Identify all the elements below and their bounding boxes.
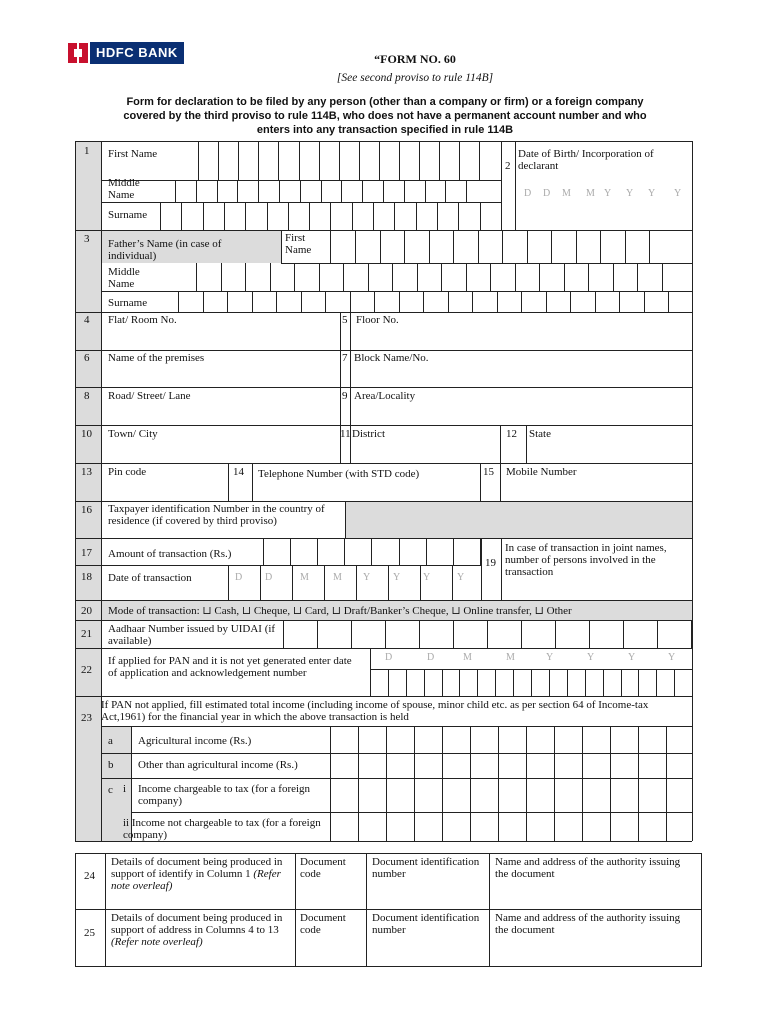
input-cell-divider — [637, 263, 638, 291]
input-cell-divider — [355, 230, 356, 263]
field-number: 4 — [84, 314, 90, 326]
input-cell-divider — [458, 202, 459, 230]
input-cell-divider — [589, 620, 590, 648]
authority-label: Name and address of the authority issuing the document — [495, 912, 681, 936]
form-description: Form for declaration to be filed by any person (other than a company or firm) or a foreign company covered by the third proviso to rule 114B, who does not have a permanent account number and who enters into any transaction specified in rule 114B — [123, 96, 647, 136]
chargeable-income-label: Income chargeable to tax (for a foreign company) — [138, 783, 311, 807]
joint-persons-label: In case of transaction in joint names, number of persons involved in the transaction — [505, 542, 667, 578]
input-cell-divider — [662, 263, 663, 291]
input-cell-divider — [330, 202, 331, 230]
input-cell-divider — [351, 620, 352, 648]
input-cell-divider — [196, 263, 197, 291]
input-cell-divider — [466, 263, 467, 291]
field-number: 13 — [81, 466, 92, 478]
input-cell-divider — [495, 669, 496, 696]
date-placeholder: D — [427, 652, 435, 663]
input-cell-divider — [439, 141, 440, 180]
premises-label: Name of the premises — [108, 352, 205, 364]
input-cell-divider — [383, 180, 384, 202]
date-placeholder: Y — [587, 652, 595, 663]
input-cell-divider — [221, 263, 222, 291]
input-cell-divider — [478, 230, 479, 263]
input-cell-divider — [203, 202, 204, 230]
input-cell-divider — [245, 263, 246, 291]
input-cell-divider — [181, 202, 182, 230]
input-cell-divider — [237, 180, 238, 202]
input-cell-divider — [224, 202, 225, 230]
input-cell-divider — [459, 669, 460, 696]
input-cell-divider — [595, 291, 596, 312]
input-cell-divider — [480, 538, 481, 565]
input-cell-divider — [198, 141, 199, 180]
input-cell-divider — [657, 620, 658, 648]
input-cell-divider — [245, 202, 246, 230]
date-placeholder: Y — [393, 572, 401, 583]
input-cell-divider — [437, 202, 438, 230]
input-cell-divider — [521, 620, 522, 648]
date-placeholder: D — [524, 188, 532, 199]
field-number: 18 — [81, 571, 92, 583]
road-label: Road/ Street/ Lane — [108, 390, 191, 402]
input-cell-divider — [453, 538, 454, 565]
field-number: 25 — [84, 927, 95, 939]
father-first-name-label: First Name — [285, 232, 312, 256]
input-cell-divider — [423, 291, 424, 312]
input-cell-divider — [317, 620, 318, 648]
input-cell-divider — [228, 565, 229, 600]
input-cell-divider — [419, 141, 420, 180]
first-name-label: First Name — [108, 148, 158, 160]
date-placeholder: Y — [363, 572, 371, 583]
input-cell-divider — [442, 726, 443, 841]
pan-applied-label: If applied for PAN and it is not yet generated enter date of application and acknowledgement number — [108, 655, 352, 679]
income-c-i: i — [123, 783, 127, 795]
date-placeholder: M — [300, 572, 309, 583]
input-cell-divider — [470, 726, 471, 841]
field-number: 16 — [81, 504, 92, 516]
input-cell-divider — [352, 202, 353, 230]
date-placeholder: D — [385, 652, 393, 663]
date-placeholder: M — [333, 572, 342, 583]
field-number: 20 — [81, 605, 92, 617]
input-cell-divider — [374, 291, 375, 312]
input-cell-divider — [498, 726, 499, 841]
date-placeholder: M — [562, 188, 571, 199]
input-cell-divider — [487, 620, 488, 648]
doc-identity-label: Details of document being produced in support of identify in Column 1 (Refer note overleaf) — [111, 856, 283, 892]
input-cell-divider — [301, 291, 302, 312]
input-cell-divider — [442, 669, 443, 696]
input-cell-divider — [668, 291, 669, 312]
input-cell-divider — [321, 180, 322, 202]
input-cell-divider — [570, 291, 571, 312]
non-chargeable-income-label: ii Income not chargeable to tax (for a foreign company) — [123, 817, 321, 841]
input-cell-divider — [380, 230, 381, 263]
number-column-shade — [75, 141, 101, 841]
input-cell-divider — [317, 538, 318, 565]
field-number: 19 — [485, 557, 496, 569]
input-cell-divider — [373, 202, 374, 230]
input-cell-divider — [388, 669, 389, 696]
input-cell-divider — [371, 538, 372, 565]
input-cell-divider — [414, 726, 415, 841]
middle-name-label: Middle Name — [108, 177, 140, 201]
date-placeholder: Y — [626, 188, 634, 199]
input-cell-divider — [227, 291, 228, 312]
input-cell-divider — [399, 141, 400, 180]
input-cell-divider — [406, 669, 407, 696]
income-a: a — [108, 735, 113, 747]
authority-label: Name and address of the authority issuing the document — [495, 856, 681, 880]
tin-shade — [345, 501, 692, 538]
pin-label: Pin code — [108, 466, 147, 478]
input-cell-divider — [309, 202, 310, 230]
input-cell-divider — [339, 141, 340, 180]
date-placeholder: D — [543, 188, 551, 199]
input-cell-divider — [497, 291, 498, 312]
input-cell-divider — [441, 263, 442, 291]
father-surname-label: Surname — [108, 297, 148, 309]
input-cell-divider — [515, 263, 516, 291]
input-cell-divider — [585, 669, 586, 696]
doc-id-label: Document identification number — [372, 856, 480, 880]
input-cell-divider — [619, 291, 620, 312]
input-cell-divider — [258, 180, 259, 202]
flat-label: Flat/ Room No. — [108, 314, 177, 326]
input-cell-divider — [513, 669, 514, 696]
input-cell-divider — [399, 538, 400, 565]
date-placeholder: Y — [668, 652, 676, 663]
doc-address-label: Details of document being produced in support of address in Columns 4 to 13 (Refer note overleaf) — [111, 912, 283, 948]
date-placeholder: D — [235, 572, 243, 583]
input-cell-divider — [292, 565, 293, 600]
state-label: State — [529, 428, 551, 440]
input-cell-divider — [404, 230, 405, 263]
input-cell-divider — [466, 180, 467, 202]
input-cell-divider — [625, 230, 626, 263]
doc-code-label: Document code — [300, 856, 346, 880]
input-cell-divider — [260, 565, 261, 600]
input-cell-divider — [445, 180, 446, 202]
input-cell-divider — [203, 291, 204, 312]
district-label: District — [352, 428, 385, 440]
input-cell-divider — [638, 726, 639, 841]
input-cell-divider — [551, 230, 552, 263]
input-cell-divider — [539, 263, 540, 291]
field-number: 23 — [81, 712, 92, 724]
field-number: 3 — [84, 233, 90, 245]
field-number: 2 — [505, 160, 511, 172]
input-cell-divider — [252, 291, 253, 312]
field-number: 17 — [81, 547, 92, 559]
input-cell-divider — [196, 180, 197, 202]
field-number: 11 — [340, 428, 351, 440]
input-cell-divider — [288, 202, 289, 230]
input-cell-divider — [424, 669, 425, 696]
input-cell-divider — [527, 230, 528, 263]
date-placeholder: M — [463, 652, 472, 663]
field-number: 6 — [84, 352, 90, 364]
field-number: 8 — [84, 390, 90, 402]
input-cell-divider — [610, 726, 611, 841]
input-cell-divider — [299, 141, 300, 180]
input-cell-divider — [420, 565, 421, 600]
form-title: “FORM NO. 60 — [374, 52, 456, 66]
field-number: 5 — [342, 314, 348, 326]
input-cell-divider — [217, 180, 218, 202]
input-cell-divider — [279, 180, 280, 202]
input-cell-divider — [521, 291, 522, 312]
area-label: Area/Locality — [354, 390, 416, 402]
non-agricultural-income-label: Other than agricultural income (Rs.) — [138, 759, 298, 771]
input-cell-divider — [600, 230, 601, 263]
input-cell-divider — [278, 141, 279, 180]
field-number: 22 — [81, 664, 92, 676]
input-cell-divider — [554, 726, 555, 841]
date-placeholder: Y — [674, 188, 682, 199]
input-cell-divider — [160, 202, 161, 230]
input-cell-divider — [386, 726, 387, 841]
income-b: b — [108, 759, 114, 771]
input-cell-divider — [388, 565, 389, 600]
field-number: 15 — [483, 466, 494, 478]
input-cell-divider — [674, 669, 675, 696]
input-cell-divider — [567, 669, 568, 696]
input-cell-divider — [319, 141, 320, 180]
date-placeholder: M — [506, 652, 515, 663]
field-number: 9 — [342, 390, 348, 402]
input-cell-divider — [452, 565, 453, 600]
input-cell-divider — [394, 202, 395, 230]
input-cell-divider — [472, 291, 473, 312]
field-number: 12 — [506, 428, 517, 440]
input-cell-divider — [417, 263, 418, 291]
agricultural-income-label: Agricultural income (Rs.) — [138, 735, 252, 747]
input-cell-divider — [341, 180, 342, 202]
input-cell-divider — [356, 565, 357, 600]
input-cell-divider — [638, 669, 639, 696]
input-cell-divider — [649, 230, 650, 263]
input-cell-divider — [294, 263, 295, 291]
input-cell-divider — [459, 141, 460, 180]
input-cell-divider — [429, 230, 430, 263]
input-cell-divider — [546, 291, 547, 312]
floor-label: Floor No. — [356, 314, 399, 326]
input-cell-divider — [290, 538, 291, 565]
input-cell-divider — [425, 180, 426, 202]
input-cell-divider — [379, 141, 380, 180]
date-placeholder: M — [586, 188, 595, 199]
input-cell-divider — [362, 180, 363, 202]
date-placeholder: D — [265, 572, 273, 583]
input-cell-divider — [502, 230, 503, 263]
doc-id-label: Document identification number — [372, 912, 480, 936]
income-label: If PAN not applied, fill estimated total income (including income of spouse, minor child etc. as per section 64 of Income-tax Act,1961) for the financial year in which the above transaction is held — [101, 699, 649, 723]
date-placeholder: Y — [546, 652, 554, 663]
block-label: Block Name/No. — [354, 352, 429, 364]
bank-name: HDFC BANK — [90, 42, 184, 64]
field-number: 24 — [84, 870, 95, 882]
input-cell-divider — [582, 726, 583, 841]
date-of-transaction-label: Date of transaction — [108, 572, 192, 584]
input-cell-divider — [691, 620, 692, 648]
input-cell-divider — [368, 263, 369, 291]
income-c: c — [108, 784, 113, 796]
date-placeholder: Y — [604, 188, 612, 199]
input-cell-divider — [564, 263, 565, 291]
input-cell-divider — [555, 620, 556, 648]
doc-code-label: Document code — [300, 912, 346, 936]
input-cell-divider — [477, 669, 478, 696]
field-number: 14 — [233, 466, 244, 478]
input-cell-divider — [359, 141, 360, 180]
input-cell-divider — [178, 291, 179, 312]
telephone-label: Telephone Number (with STD code) — [258, 468, 420, 480]
input-cell-divider — [526, 726, 527, 841]
field-number: 10 — [81, 428, 92, 440]
input-cell-divider — [258, 141, 259, 180]
form-subtitle: [See second proviso to rule 114B] — [336, 72, 494, 84]
input-cell-divider — [479, 141, 480, 180]
mobile-label: Mobile Number — [506, 466, 577, 478]
input-cell-divider — [300, 180, 301, 202]
amount-label: Amount of transaction (Rs.) — [108, 548, 232, 560]
date-placeholder: Y — [648, 188, 656, 199]
input-cell-divider — [325, 291, 326, 312]
date-placeholder: Y — [457, 572, 465, 583]
input-cell-divider — [175, 180, 176, 202]
input-cell-divider — [644, 291, 645, 312]
input-cell-divider — [623, 620, 624, 648]
input-cell-divider — [549, 669, 550, 696]
input-cell-divider — [621, 669, 622, 696]
father-name-label: Father’s Name (in case of individual) — [108, 238, 222, 262]
input-cell-divider — [370, 669, 371, 696]
dob-label: Date of Birth/ Incorporation of declarant — [518, 148, 654, 172]
input-cell-divider — [419, 620, 420, 648]
input-cell-divider — [603, 669, 604, 696]
input-cell-divider — [385, 620, 386, 648]
father-middle-name-label: Middle Name — [108, 266, 140, 290]
input-cell-divider — [344, 538, 345, 565]
surname-label: Surname — [108, 209, 148, 221]
date-placeholder: Y — [628, 652, 636, 663]
mode-of-transaction: Mode of transaction: ⊔ Cash, ⊔ Cheque, ⊔ Card, ⊔ Draft/Banker’s Cheque, ⊔ Online transfer, ⊔ Other — [108, 605, 572, 617]
input-cell-divider — [588, 263, 589, 291]
input-cell-divider — [399, 291, 400, 312]
input-cell-divider — [267, 202, 268, 230]
input-cell-divider — [613, 263, 614, 291]
input-cell-divider — [263, 538, 264, 565]
input-cell-divider — [453, 230, 454, 263]
date-placeholder: Y — [423, 572, 431, 583]
input-cell-divider — [270, 263, 271, 291]
field-number: 21 — [81, 628, 92, 640]
input-cell-divider — [324, 565, 325, 600]
input-cell-divider — [350, 291, 351, 312]
input-cell-divider — [426, 538, 427, 565]
input-cell-divider — [490, 263, 491, 291]
input-cell-divider — [453, 620, 454, 648]
input-cell-divider — [343, 263, 344, 291]
input-cell-divider — [656, 669, 657, 696]
field-number: 1 — [84, 145, 90, 157]
input-cell-divider — [358, 726, 359, 841]
input-cell-divider — [319, 263, 320, 291]
input-cell-divider — [531, 669, 532, 696]
input-cell-divider — [666, 726, 667, 841]
input-cell-divider — [238, 141, 239, 180]
input-cell-divider — [416, 202, 417, 230]
field-number: 7 — [342, 352, 348, 364]
input-cell-divider — [276, 291, 277, 312]
input-cell-divider — [218, 141, 219, 180]
input-cell-divider — [448, 291, 449, 312]
tin-label: Taxpayer identification Number in the country of residence (if covered by third proviso) — [108, 503, 325, 527]
input-cell-divider — [480, 202, 481, 230]
aadhaar-label: Aadhaar Number issued by UIDAI (if available) — [108, 623, 276, 647]
town-label: Town/ City — [108, 428, 158, 440]
input-cell-divider — [404, 180, 405, 202]
input-cell-divider — [576, 230, 577, 263]
input-cell-divider — [392, 263, 393, 291]
